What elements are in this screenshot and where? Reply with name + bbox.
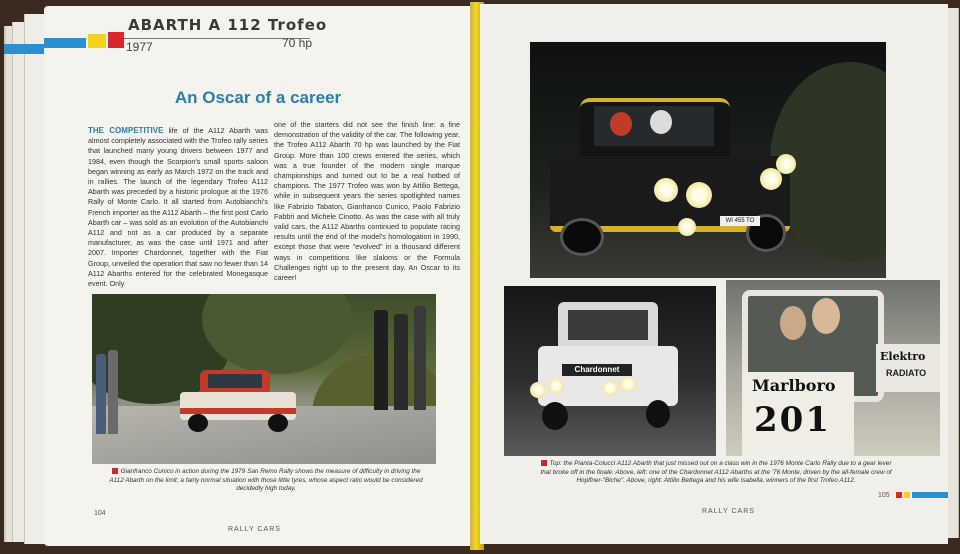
right-page	[480, 4, 948, 544]
color-stripe-blue	[44, 38, 86, 48]
caption-marker-square	[112, 468, 118, 474]
stack-stripe-blue	[4, 44, 46, 54]
spectator	[96, 354, 106, 434]
color-stripe-blue-right	[912, 492, 948, 498]
page-number-left: 104	[94, 510, 106, 517]
color-stripe-red	[108, 32, 124, 48]
running-footer-right: RALLY CARS	[702, 508, 755, 515]
spectator	[374, 310, 388, 410]
page-title-block	[128, 16, 328, 34]
headlamp	[654, 178, 678, 202]
rally-number: 201	[754, 400, 831, 440]
headlamp	[530, 382, 546, 398]
color-stripe-yellow	[88, 34, 106, 48]
page-number-right: 105	[878, 492, 890, 499]
driver-face	[780, 306, 806, 340]
spectator	[414, 306, 426, 410]
lead-word: THE COMPETITIVE	[88, 126, 164, 135]
headlamp	[602, 380, 618, 396]
right-photo-caption	[536, 460, 896, 486]
rally-photo-bettega	[726, 280, 940, 456]
article-headline: An Oscar of a career	[174, 88, 342, 107]
headlamp	[678, 218, 696, 236]
model-year: 1977	[126, 40, 153, 54]
page-title: ABARTH A 112 Trofeo	[128, 16, 328, 34]
right-caption-text: Top: the Pianta-Colucci A112 Abarth that just missed out on a class win in the 1976 Monte Carlo Rally due to a gear lever that broke off in the finale. Above, left: one of the Chardonnet A112 Abarths at the '76 Monte, driven by the all-female crew of Hoplfner-"Biche". Above, right: Attilio Bettega and his wife Isabella, winners of the first Trofeo A112.	[540, 460, 892, 485]
spectator	[108, 350, 118, 434]
color-stripe-yellow-right	[904, 492, 910, 498]
rally-car-red	[180, 370, 296, 432]
marlboro-text: Marlboro	[752, 376, 836, 395]
text-column-1	[88, 126, 268, 289]
radiator-text: RADIATO	[886, 368, 927, 378]
rally-photo-monte-carlo-top	[530, 42, 886, 278]
left-photo-caption	[108, 468, 424, 494]
chardonnet-decal: Chardonnet	[562, 364, 632, 376]
column-2-body: one of the starters did not see the finish line: a fine demonstration of the validity of the car. The following year, the Trofeo A112 Abarth 70 hp was launched by the Fiat Group. More than 100 crews entered the series, which was a true founder of the modern single marque championships and turned out to be a real hotbed of champions. The 1977 Trofeo was won by Attilio Bettega, while in subsequent years the series spotlighted names like Fabrizio Tabaton, Gianfranco Cunico, Paolo Fabrizio Fabbri and Michele Cinotto. As was the case with all truly valid cars, the A112 Abarths continued to populate racing results until the end of the model's homologation in 1990, except those that were "evolved" in a thousand different ways in competitions like slaloms or the Formula Challenges right up to the present day. An Oscar to its career!	[274, 120, 460, 283]
codriver-face	[812, 298, 840, 334]
marlboro-panel	[742, 372, 854, 456]
headlamp	[686, 182, 712, 208]
color-stripe-red-right	[896, 492, 902, 498]
license-plate: WI 455 TO	[720, 216, 760, 226]
elektro-panel	[876, 344, 940, 392]
left-page	[44, 6, 472, 546]
elektro-text: Elektro	[880, 350, 926, 363]
column-1-body: life of the A112 Abarth was almost completely associated with the Trofeo rally series that launched many young drivers between 1977 and 1984, even though the Scorpion's small sports saloon began winning as early as March 1972 on the track and in rallies. The launch of the legendary Trofeo A112 Abarth was preceded by a historic prologue at the 1976 Rally of Monte Carlo. It all started from Autobianchi's French importer as the A112 Abarth – the first post Carlo Abarth car – was sold as an evolution of the Autobianchi A112 and not as a car produced by a separate manufacturer, as was the case until 1971 and after 2007. Importer Chardonnet, together with the Fiat Group, unveiled the operation that saw no fewer than 14 A112 Abarths entered for the celebrated Monegasque event. Only	[88, 126, 268, 289]
headlamp	[548, 378, 564, 394]
rally-car-white	[528, 302, 678, 432]
headlamp	[776, 154, 796, 174]
engine-power: 70 hp	[282, 36, 313, 50]
rally-photo-san-remo	[92, 294, 436, 464]
left-caption-text: Gianfranco Cunico in action during the 1979 San Remo Rally shows the measure of difficulty in driving the A112 Abarth on the limit; a fairly normal situation with those little tyres, whose aspect ratio would be considered decidedly high today.	[109, 468, 423, 493]
running-footer-left: RALLY CARS	[228, 526, 281, 533]
spectator	[394, 314, 408, 410]
caption-marker-square	[541, 460, 547, 466]
text-column-2	[274, 120, 460, 283]
headlamp	[620, 376, 636, 392]
rally-photo-chardonnet	[504, 286, 716, 456]
